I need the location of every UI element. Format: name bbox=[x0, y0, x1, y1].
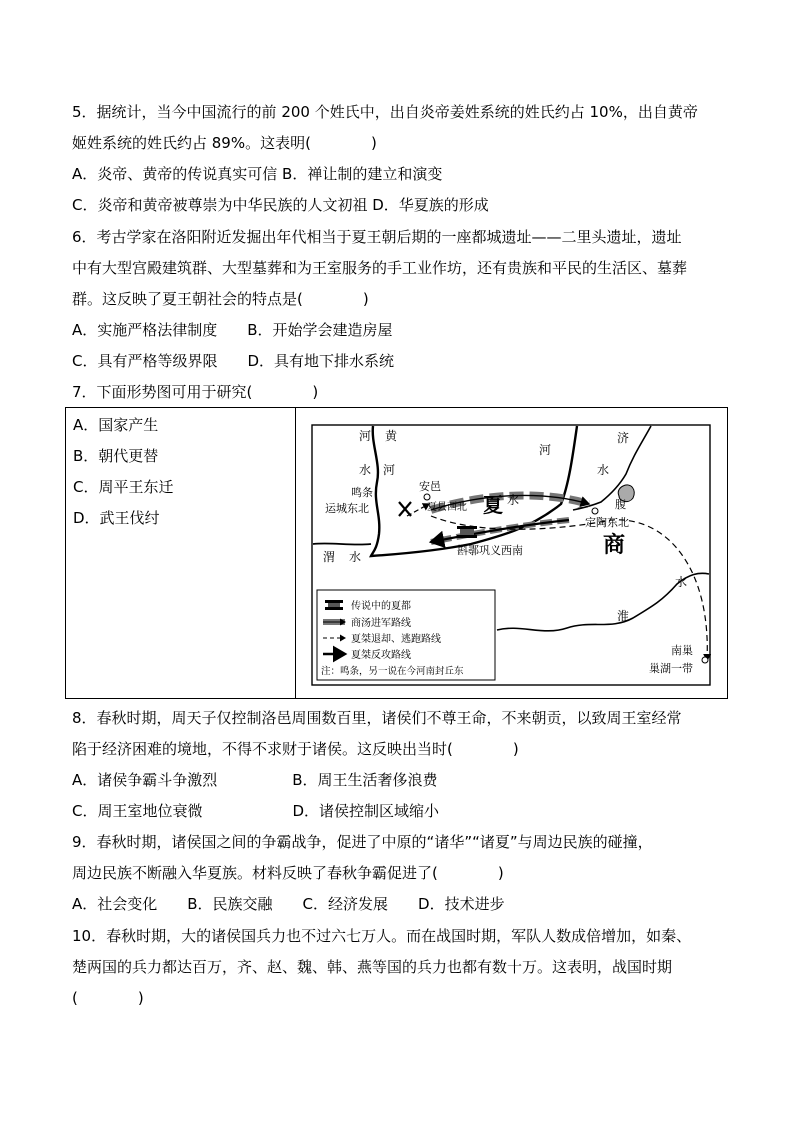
q8-options-line1: A．诸侯争霸斗争激烈 B．周王生活奢侈浪费 bbox=[72, 771, 438, 789]
label-he-2: 河 bbox=[539, 443, 552, 457]
xia-shang-map bbox=[311, 424, 711, 686]
q7-option-b: B．朝代更替 bbox=[73, 447, 159, 465]
legend-tang-route: 商汤进军路线 bbox=[351, 618, 411, 629]
label-zhenxun: 斟鄩巩义西南 bbox=[457, 544, 523, 557]
label-he-3: 河 bbox=[383, 463, 396, 477]
dingtao-dot bbox=[592, 508, 598, 514]
q6-stem-line2: 中有大型宫殿建筑群、大型墓葬和为王室服务的手工业作坊，还有贵族和平民的生活区、墓葬 bbox=[72, 259, 688, 277]
label-shui-2: 水 bbox=[507, 493, 520, 507]
label-mingtiao: 鸣条 bbox=[351, 486, 373, 499]
legend-capital: 传说中的夏都 bbox=[351, 601, 411, 612]
xia-capital-icon bbox=[457, 526, 477, 538]
label-he-1: 河 bbox=[359, 429, 372, 443]
q10-stem-line1: 10．春秋时期，大的诸侯国兵力也不过六七万人。而在战国时期，军队人数成倍增加，如秦、 bbox=[72, 927, 692, 945]
label-huai: 淮 bbox=[617, 609, 630, 623]
label-wei: 渭 bbox=[323, 550, 336, 564]
label-chaohu: 巢湖一带 bbox=[649, 662, 693, 675]
q7-option-a: A．国家产生 bbox=[73, 416, 159, 434]
q8-stem-line1: 8．春秋时期，周天子仅控制洛邑周围数百里，诸侯们不尊王命，不来朝贡，以致周王室经常 bbox=[72, 709, 682, 727]
q6-options-line1: A．实施严格法律制度 B．开始学会建造房屋 bbox=[72, 321, 393, 339]
nanchao-dot bbox=[702, 657, 708, 663]
q5-stem-line2: 姬姓系统的姓氏约占 89%。这表明( ) bbox=[72, 134, 377, 152]
label-shui-4: 水 bbox=[349, 550, 362, 564]
q5-options-line2: C．炎帝和黄帝被尊崇为中华民族的人文初祖 D．华夏族的形成 bbox=[72, 196, 489, 214]
label-shang: 商 bbox=[603, 532, 626, 558]
q6-stem-line3: 群。这反映了夏王朝社会的特点是( ) bbox=[72, 290, 369, 308]
legend-jie-counter: 夏桀反攻路线 bbox=[351, 650, 411, 661]
label-nanchao: 南巢 bbox=[671, 644, 693, 657]
q10-stem-line2: 楚两国的兵力都达百万，齐、赵、魏、韩、燕等国的兵力也都有数十万。这表明，战国时期 bbox=[72, 958, 673, 976]
q7-option-c: C．周平王东迁 bbox=[73, 478, 174, 496]
q7-stem: 7．下面形势图可用于研究( ) bbox=[72, 383, 319, 401]
q5-stem-line1: 5．据统计，当今中国流行的前 200 个姓氏中，出自炎帝姜姓系统的姓氏约占 10%，出自黄帝 bbox=[72, 103, 698, 121]
q9-stem-line2: 周边民族不断融入华夏族。材料反映了春秋争霸促进了( ) bbox=[72, 864, 504, 882]
label-dingtao: 定陶东北 bbox=[585, 516, 629, 529]
label-shui-5: 水 bbox=[675, 575, 688, 589]
q10-stem-line3: ( ) bbox=[72, 989, 144, 1007]
label-hou: 腹 bbox=[615, 498, 626, 511]
q9-stem-line1: 9．春秋时期，诸侯国之间的争霸战争，促进了中原的“诸华”“诸夏”与周边民族的碰撞， bbox=[72, 833, 653, 851]
q5-options-line1: A．炎帝、黄帝的传说真实可信 B．禅让制的建立和演变 bbox=[72, 165, 443, 183]
label-anyi: 安邑 bbox=[419, 480, 441, 493]
q6-stem-line1: 6．考古学家在洛阳附近发掘出年代相当于夏王朝后期的一座都城遗址——二里头遗址，遗址 bbox=[72, 228, 682, 246]
label-shui-1: 水 bbox=[359, 463, 372, 477]
legend-jie-retreat: 夏桀退却、逃跑路线 bbox=[351, 634, 441, 645]
label-shui-3: 水 bbox=[597, 463, 610, 477]
label-ercheng: 二 bbox=[577, 498, 588, 511]
label-yuncheng: 运城东北 bbox=[325, 502, 369, 515]
label-ji: 济 bbox=[617, 431, 630, 445]
label-xia-xibei: 夏县西北 bbox=[427, 502, 467, 513]
wei-river bbox=[313, 543, 371, 544]
q9-options-line1: A．社会变化 B．民族交融 C．经济发展 D．技术进步 bbox=[72, 895, 505, 913]
q8-options-line2: C．周王室地位衰微 D．诸侯控制区域缩小 bbox=[72, 802, 440, 820]
q8-stem-line2: 陷于经济困难的境地，不得不求财于诸侯。这反映出当时( ) bbox=[72, 740, 519, 758]
anyi-dot bbox=[424, 494, 430, 500]
q7-table bbox=[65, 407, 728, 699]
table-divider bbox=[295, 408, 296, 698]
q7-option-d: D．武王伐纣 bbox=[73, 509, 160, 527]
q6-options-line2: C．具有严格等级界限 D．具有地下排水系统 bbox=[72, 352, 395, 370]
legend-note: 注：鸣条，另一说在今河南封丘东 bbox=[321, 666, 464, 677]
label-xia: 夏 bbox=[483, 493, 503, 517]
map-legend bbox=[317, 590, 495, 680]
label-huang: 黄 bbox=[385, 429, 398, 443]
